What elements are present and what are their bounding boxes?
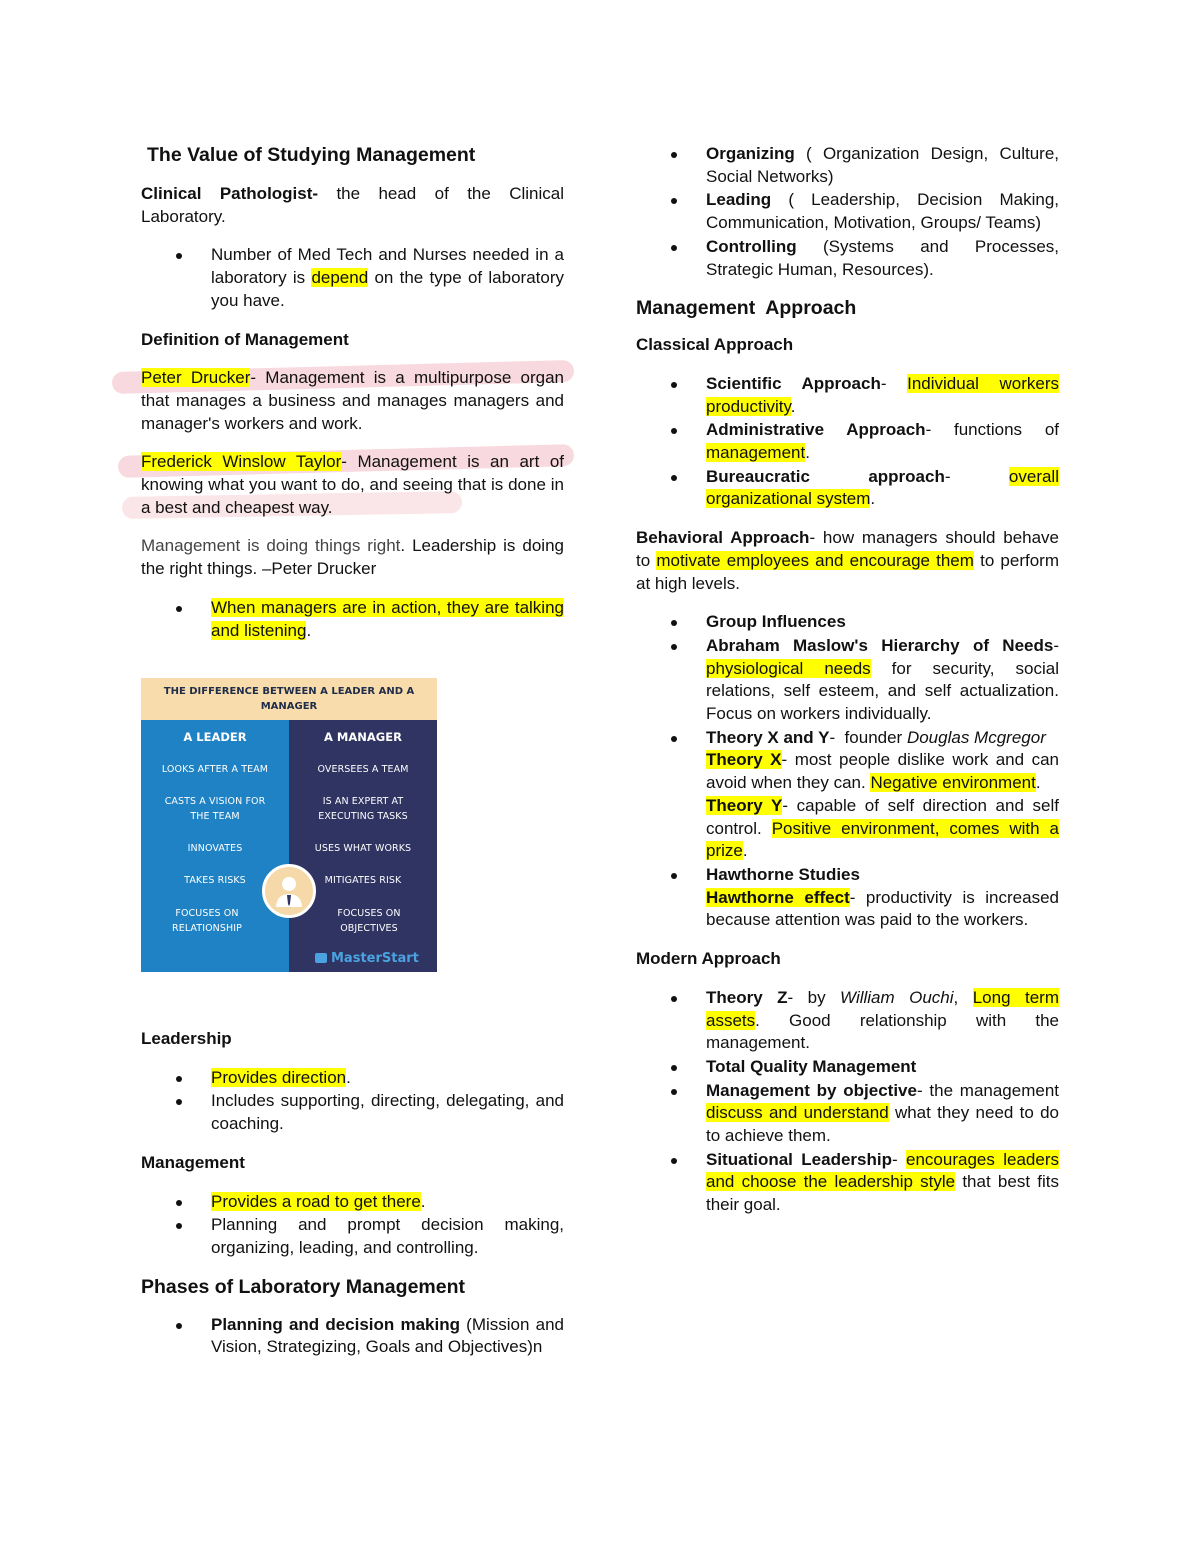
- manager-row: OVERSEES A TEAM: [317, 764, 409, 775]
- text: - founder: [829, 727, 907, 747]
- text: .: [1035, 773, 1041, 793]
- term: Hawthorne effect: [706, 887, 850, 907]
- term: Abraham Maslow's Hierarchy of Needs: [706, 635, 1054, 655]
- text: - productivity is increased because attention was paid to the workers.: [706, 887, 1059, 930]
- term: Group Influences: [706, 612, 846, 632]
- text: - the management: [916, 1080, 1060, 1100]
- leader-vs-manager-infographic: [141, 678, 437, 972]
- list-item: [636, 727, 1059, 863]
- brand-text: MasterStart: [331, 951, 419, 966]
- list-item: [141, 1191, 564, 1214]
- text: .: [790, 396, 796, 416]
- text: -: [1053, 635, 1059, 655]
- highlight: Provides direction: [211, 1067, 347, 1087]
- list-item: [141, 1090, 564, 1135]
- list-item: [636, 373, 1059, 418]
- classical-heading: Classical Approach: [636, 335, 794, 355]
- highlight: management: [706, 443, 806, 463]
- term: Behavioral Approach: [636, 528, 810, 548]
- text: ,: [953, 987, 973, 1007]
- logo-mark-icon: [315, 953, 327, 963]
- text: ( Leadership, Decision Making, Communication, Motivation, Groups/ Teams): [706, 190, 1059, 233]
- list-item: [636, 1149, 1059, 1217]
- phases-list-continued: [636, 143, 1059, 281]
- manager-row: IS AN EXPERT AT EXECUTING TASKS: [318, 796, 408, 822]
- quote-list: [141, 597, 564, 642]
- text: for security, social relations, self esteem, and self actualization. Focus on workers individually.: [706, 658, 1059, 724]
- text: -: [880, 373, 908, 393]
- classical-list: [636, 373, 1059, 511]
- text: Planning and prompt decision making, organizing, leading, and controlling.: [211, 1215, 564, 1257]
- text: .: [742, 841, 748, 861]
- list-item: [141, 244, 564, 312]
- text: Number of Med Tech and Nurses needed in a laboratory is: [211, 245, 564, 288]
- phases-list: [141, 1314, 564, 1359]
- taylor-text: - Management is an art of knowing what you want to do, and seeing that is done in a best and cheapest way.: [141, 452, 564, 517]
- infographic-header: THE DIFFERENCE BETWEEN A LEADER AND A MANAGER: [141, 678, 437, 720]
- leader-row: INNOVATES: [187, 843, 243, 854]
- list-item: [636, 466, 1059, 511]
- quote-paragraph: [141, 535, 564, 580]
- text: ( Organization Design, Culture, Social Networks): [706, 144, 1059, 186]
- leader-row: LOOKS AFTER A TEAM: [161, 764, 269, 775]
- list-item: [636, 189, 1059, 234]
- list-item: [636, 143, 1059, 188]
- text: to perform at high levels.: [636, 550, 1059, 593]
- modern-heading: Modern Approach: [636, 949, 781, 969]
- list-item: [636, 635, 1059, 726]
- text: that best fits their goal.: [706, 1172, 1059, 1215]
- highlight: Provides a road to get there: [211, 1191, 421, 1211]
- behavioral-list: [636, 611, 1059, 932]
- right-column: [636, 143, 1059, 1217]
- text: .: [805, 443, 810, 463]
- founder-name: Douglas Mcgregor: [906, 727, 1046, 747]
- term: Total Quality Management: [706, 1056, 917, 1076]
- text: Includes supporting, directing, delegating, and coaching.: [211, 1091, 564, 1134]
- list-item: [636, 1080, 1059, 1148]
- text: what they need to do to achieve them.: [706, 1103, 1060, 1146]
- drucker-paragraph: [141, 367, 564, 435]
- behavioral-paragraph: [636, 527, 1059, 595]
- text: (Systems and Processes, Strategic Human, Resources).: [706, 236, 1059, 279]
- approach-heading: Management Approach: [636, 297, 857, 320]
- text: .: [420, 1191, 426, 1211]
- list-item: [636, 236, 1059, 281]
- leader-row: CASTS A VISION FOR THE TEAM: [164, 796, 266, 822]
- author-name: William Ouchi: [840, 987, 954, 1007]
- list-item: [636, 864, 1059, 932]
- text: - how managers should behave to: [636, 528, 1060, 570]
- leader-heading: A LEADER: [183, 730, 247, 744]
- clinical-paragraph: [141, 183, 564, 228]
- highlight: Negative environment: [870, 773, 1036, 793]
- term: Theory X: [706, 750, 782, 770]
- clinical-list: [141, 244, 564, 312]
- left-column: [141, 140, 564, 642]
- term: Bureaucratic approach: [706, 466, 945, 486]
- list-item: [636, 611, 1059, 634]
- term: Management by objective: [706, 1080, 917, 1100]
- phases-heading: Phases of Laboratory Management: [141, 1275, 465, 1298]
- list-item: [636, 419, 1059, 464]
- leader-row: TAKES RISKS: [184, 875, 246, 886]
- highlight: encourages leaders and choose the leadership style: [706, 1149, 1059, 1192]
- term: Theory Y: [706, 795, 783, 815]
- list-item: [141, 1314, 564, 1359]
- term: Hawthorne Studies: [706, 864, 860, 884]
- page-title: The Value of Studying Management: [147, 144, 476, 166]
- text: on the type of laboratory you have.: [211, 268, 565, 310]
- highlight: Individual workers productivity: [706, 373, 1059, 416]
- term: Controlling: [706, 236, 797, 256]
- quote-part-b: . Leadership is doing the right things. –Peter Drucker: [141, 536, 564, 579]
- highlight: discuss and understand: [706, 1103, 889, 1123]
- text: - most people dislike work and can avoid when they can.: [706, 750, 1059, 793]
- taylor-name: Frederick Winslow Taylor: [141, 452, 342, 472]
- text: - capable of self direction and self control.: [706, 795, 1059, 838]
- text: - functions of: [925, 420, 1059, 440]
- term: Administrative Approach: [706, 420, 926, 440]
- highlight: Positive environment, comes with a prize: [706, 818, 1059, 861]
- leader-panel: [141, 720, 289, 972]
- text: -: [944, 466, 1009, 486]
- text: . Good relationship with the management.: [706, 1010, 1059, 1053]
- manager-row: MITIGATES RISK: [324, 875, 402, 886]
- quote-part-a: Management is doing things right: [141, 536, 401, 556]
- leadership-heading: Leadership: [141, 1029, 232, 1048]
- taylor-paragraph: [141, 451, 564, 519]
- term: Scientific Approach: [706, 373, 881, 393]
- definition-heading: Definition of Management: [141, 329, 349, 349]
- manager-row: USES WHAT WORKS: [314, 843, 412, 854]
- masterstart-logo: [315, 951, 419, 966]
- highlight: Long term assets: [706, 987, 1059, 1030]
- highlight: depend: [311, 268, 369, 288]
- drucker-name: Peter Drucker: [141, 368, 251, 388]
- term: Situational Leadership: [706, 1149, 892, 1169]
- text: .: [306, 620, 312, 640]
- drucker-text: - Management is a multipurpose organ that manages a business and manages managers and manager's workers and work.: [141, 368, 564, 433]
- manager-panel: [289, 720, 437, 972]
- highlight: overall organizational system: [706, 466, 1059, 509]
- management-heading: Management: [141, 1152, 245, 1172]
- highlight: physiological needs: [706, 658, 871, 678]
- list-item: [636, 1056, 1059, 1079]
- leadership-list: [141, 1067, 564, 1136]
- management-list: [141, 1191, 564, 1260]
- modern-list: [636, 987, 1059, 1217]
- text: -: [891, 1149, 907, 1169]
- list-item: [636, 987, 1059, 1055]
- text: - by: [787, 987, 841, 1007]
- highlight: motivate employees and encourage them: [656, 550, 974, 570]
- person-icon: [262, 864, 316, 918]
- list-item: [141, 597, 564, 642]
- highlight: When managers are in action, they are talking and listening: [211, 597, 564, 640]
- term: Theory X and Y: [706, 727, 830, 747]
- list-item: [141, 1067, 564, 1090]
- manager-row: FOCUSES ON OBJECTIVES: [337, 908, 401, 934]
- term: Planning and decision making: [211, 1314, 460, 1334]
- text: (Mission and Vision, Strategizing, Goals and Objectives)n: [211, 1314, 564, 1357]
- manager-heading: A MANAGER: [324, 730, 402, 744]
- term: Theory Z: [706, 987, 788, 1007]
- text: .: [346, 1067, 351, 1087]
- clinical-def: the head of the Clinical Laboratory.: [141, 184, 565, 226]
- leader-row: FOCUSES ON RELATIONSHIP: [172, 908, 242, 934]
- clinical-term: Clinical Pathologist-: [141, 184, 319, 203]
- text: .: [870, 489, 876, 509]
- term: Leading: [706, 190, 772, 210]
- term: Organizing: [706, 144, 795, 163]
- left-column-lower: [141, 1028, 564, 1359]
- list-item: [141, 1214, 564, 1259]
